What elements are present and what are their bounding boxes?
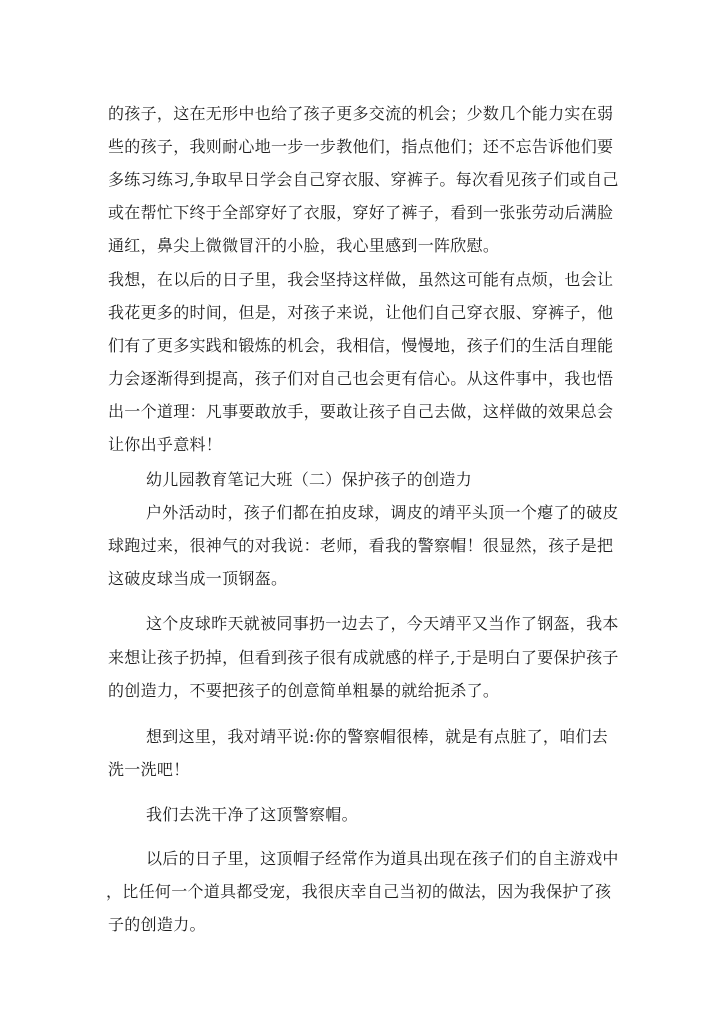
text-line: 以后的日子里，这顶帽子经常作为道具出现在孩子们的自主游戏中 — [146, 849, 619, 868]
text-line: 洗一洗吧！ — [108, 760, 190, 779]
text-line: 球跑过来，很神气的对我说：老师，看我的警察帽！很显然，孩子是把 — [108, 536, 614, 555]
text-line: 想到这里，我对靖平说:你的警察帽很棒，就是有点脏了，咱们去 — [146, 727, 609, 746]
text-line: 子的创造力。 — [108, 915, 206, 934]
text-line: 们有了更多实践和锻炼的机会，我相信，慢慢地，孩子们的生活自理能 — [108, 336, 614, 355]
text-line: ，比任何一个道具都受宠，我很庆幸自己当初的做法，因为我保护了孩 — [106, 882, 612, 901]
text-line: 些的孩子，我则耐心地一步一步教他们，指点他们；还不忘告诉他们要 — [108, 137, 614, 156]
text-line: 的孩子，这在无形中也给了孩子更多交流的机会；少数几个能力实在弱 — [108, 104, 614, 123]
text-line: 的创造力，不要把孩子的创意简单粗暴的就给扼杀了。 — [108, 681, 500, 700]
text-line: 我花更多的时间，但是，对孩子来说，让他们自己穿衣服、穿裤子，他 — [108, 303, 614, 322]
text-line: 来想让孩子扔掉，但看到孩子很有成就感的样子,于是明白了要保护孩子 — [108, 648, 619, 667]
text-line: 这破皮球当成一顶钢盔。 — [108, 569, 288, 588]
text-line: 多练习练习,争取早日学会自己穿衣服、穿裤子。每次看见孩子们或自己 — [108, 170, 619, 189]
text-line: 出一个道理：凡事要敢放手，要敢让孩子自己去做，这样做的效果总会 — [108, 402, 614, 421]
text-line: 力会逐渐得到提高，孩子们对自己也会更有信心。从这件事中，我也悟 — [108, 369, 614, 388]
text-line: 通红，鼻尖上微微冒汗的小脸，我心里感到一阵欣慰。 — [108, 236, 500, 255]
text-line: 我们去洗干净了这顶警察帽。 — [146, 805, 358, 824]
text-line: 或在帮忙下终于全部穿好了衣服，穿好了裤子，看到一张张劳动后满脸 — [108, 203, 614, 222]
section-heading: 幼儿园教育笔记大班（二）保护孩子的创造力 — [146, 470, 473, 489]
text-line: 户外活动时，孩子们都在拍皮球，调皮的靖平头顶一个瘪了的破皮 — [146, 503, 619, 522]
text-line: 我想，在以后的日子里，我会坚持这样做，虽然这可能有点烦，也会让 — [108, 270, 614, 289]
text-line: 让你出乎意料！ — [108, 435, 223, 454]
text-line: 这个皮球昨天就被同事扔一边去了，今天靖平又当作了钢盔，我本 — [146, 614, 619, 633]
